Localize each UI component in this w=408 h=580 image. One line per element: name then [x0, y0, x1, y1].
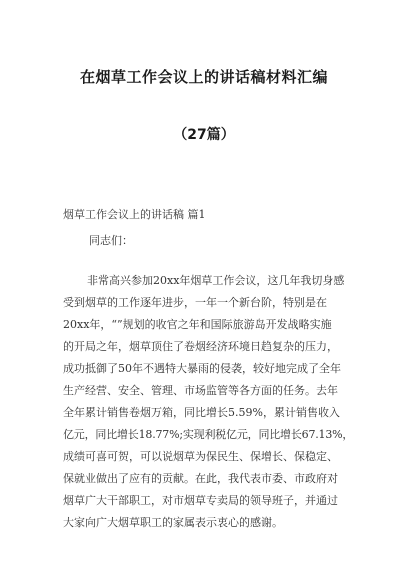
body-line: 亿元，同比增长18.77%;实现利税亿元，同比增长67.13%， — [63, 428, 354, 441]
body-line: 受到烟草的工作逐年进步，一年一个新台阶，特别是在 — [63, 296, 327, 309]
section-heading: 烟草工作会议上的讲话稿 篇1 — [63, 208, 206, 221]
salutation: 同志们： — [89, 234, 133, 247]
body-line: 非常高兴参加20xx年烟草工作会议，这几年我切身感 — [87, 274, 345, 287]
body-line: 保就业做出了应有的贡献。在此，我代表市委、市政府对 — [63, 472, 338, 485]
body-line: 烟草广大干部职工，对市烟草专卖局的领导班子，并通过 — [63, 494, 338, 507]
body-line: 20xx年，“”规划的收官之年和国际旅游岛开发战略实施 — [63, 318, 332, 331]
body-line: 大家向广大烟草职工的家属表示衷心的感谢。 — [63, 516, 283, 529]
body-paragraph — [63, 270, 353, 534]
body-line: 生产经营、安全、管理、市场监管等各方面的任务。去年 — [63, 384, 338, 397]
document-subtitle: （27篇） — [173, 127, 235, 143]
body-line: 成绩可喜可贺，可以说烟草为保民生、保增长、保稳定、 — [63, 450, 338, 463]
body-line: 全年累计销售卷烟万箱，同比增长5.59%，累计销售收入 — [63, 406, 340, 419]
body-line: 成功抵御了50年不遇特大暴雨的侵袭，较好地完成了全年 — [63, 362, 341, 375]
document-title: 在烟草工作会议上的讲话稿材料汇编 — [79, 68, 328, 86]
body-line: 的开局之年，烟草顶住了卷烟经济环境日趋复杂的压力， — [63, 340, 338, 353]
